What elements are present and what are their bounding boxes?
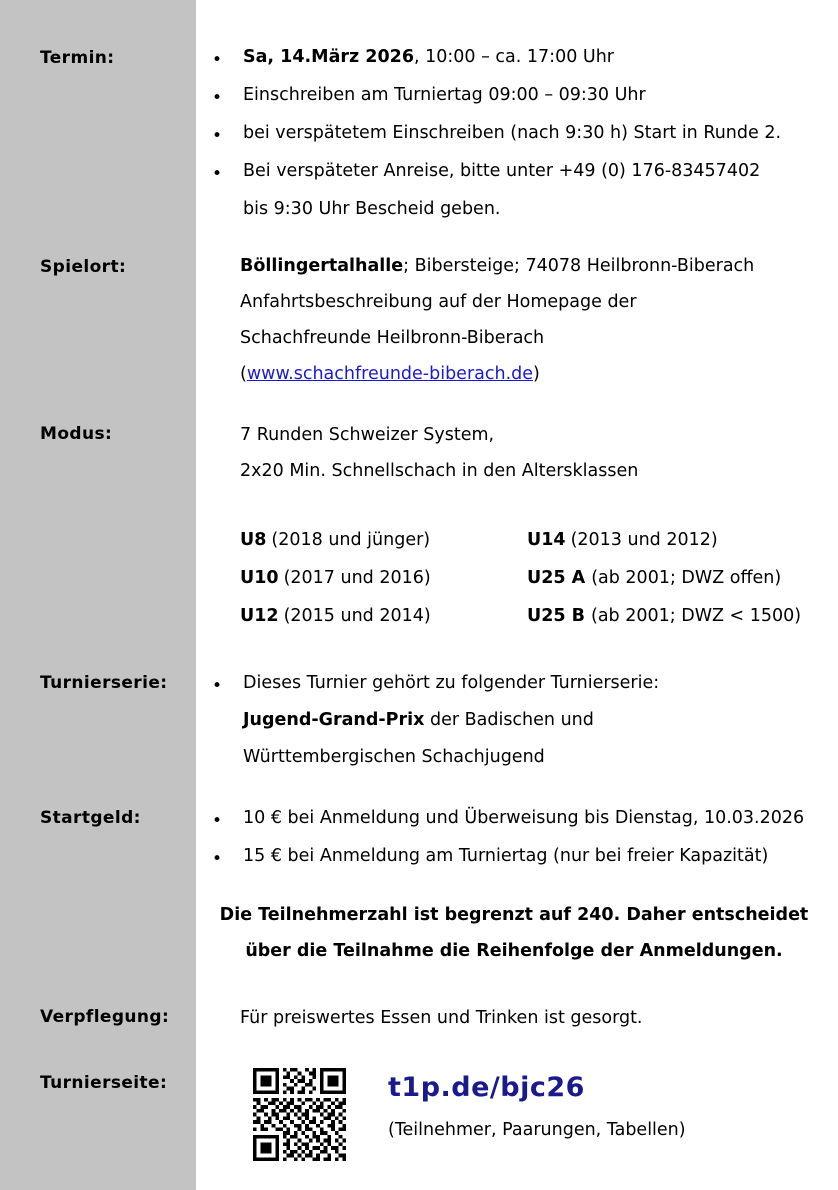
age-class-left-2 <box>240 606 431 626</box>
series-name: Jugend-Grand-Prix <box>243 710 425 730</box>
spielort-address: ; Bibersteige; 74078 Heilbronn-Biberach <box>403 256 755 276</box>
bullet-startgeld-2: • <box>212 849 223 869</box>
turnierserie-line-1: Dieses Turnier gehört zu folgender Turnierserie: <box>243 673 660 693</box>
modus-line-2: 2x20 Min. Schnellschach in den Altersklassen <box>240 461 639 481</box>
termin-date-bold: Sa, 14.März 2026 <box>243 47 414 67</box>
termin-line-5: bis 9:30 Uhr Bescheid geben. <box>243 199 501 219</box>
termin-line-1 <box>243 47 614 67</box>
spielort-venue: Böllingertalhalle <box>240 256 404 276</box>
content-column <box>196 0 838 1190</box>
bullet-turnierserie: • <box>212 676 223 696</box>
age-class-detail: (2018 und jünger) <box>271 530 431 550</box>
bullet-termin-2: • <box>212 88 223 108</box>
age-class-code: U10 <box>240 568 279 588</box>
age-class-detail: (2017 und 2016) <box>283 568 431 588</box>
label-startgeld: Startgeld: <box>40 808 141 828</box>
age-class-left-1 <box>240 568 431 588</box>
tournament-page-url[interactable]: t1p.de/bjc26 <box>388 1072 585 1103</box>
label-spielort: Spielort: <box>40 257 127 277</box>
age-class-detail: (ab 2001; DWZ < 1500) <box>591 606 802 626</box>
spielort-url-line <box>240 364 540 384</box>
bullet-startgeld-1: • <box>212 811 223 831</box>
age-class-code: U25 B <box>527 606 585 626</box>
age-class-detail: (2015 und 2014) <box>283 606 431 626</box>
paren-open: ( <box>240 364 247 384</box>
label-turnierserie: Turnierserie: <box>40 673 168 693</box>
participant-limit-notice-line-2: über die Teilnahme die Reihenfolge der Anmeldungen. <box>245 941 783 961</box>
age-class-right-0 <box>527 530 718 550</box>
label-turnierseite: Turnierseite: <box>40 1073 168 1093</box>
termin-line-2: Einschreiben am Turniertag 09:00 – 09:30 Uhr <box>243 85 646 105</box>
age-class-code: U14 <box>527 530 566 550</box>
spielort-line-3: Schachfreunde Heilbronn-Biberach <box>240 328 545 348</box>
bullet-termin-4: • <box>212 164 223 184</box>
qr-code[interactable] <box>253 1068 346 1161</box>
spielort-line-2: Anfahrtsbeschreibung auf der Homepage der <box>240 292 637 312</box>
age-class-code: U8 <box>240 530 267 550</box>
age-class-detail: (ab 2001; DWZ offen) <box>591 568 782 588</box>
tournament-page-caption: (Teilnehmer, Paarungen, Tabellen) <box>388 1120 686 1140</box>
age-class-left-0 <box>240 530 430 550</box>
age-class-code: U12 <box>240 606 279 626</box>
termin-time-rest: , 10:00 – ca. 17:00 Uhr <box>414 47 614 67</box>
paren-close: ) <box>533 364 540 384</box>
label-verpflegung: Verpflegung: <box>40 1007 170 1027</box>
turnierserie-line-2 <box>243 710 594 730</box>
verpflegung-line-1: Für preiswertes Essen und Trinken ist gesorgt. <box>240 1008 643 1028</box>
startgeld-line-2: 15 € bei Anmeldung am Turniertag (nur bei freier Kapazität) <box>243 846 769 866</box>
label-modus: Modus: <box>40 424 113 444</box>
label-termin: Termin: <box>40 48 115 68</box>
spielort-website-link[interactable]: www.schachfreunde-biberach.de <box>246 364 534 384</box>
participant-limit-notice-line-1: Die Teilnehmerzahl ist begrenzt auf 240. Daher entscheidet <box>219 905 809 925</box>
spielort-line-1 <box>240 256 754 276</box>
termin-line-4: Bei verspäteter Anreise, bitte unter +49 (0) 176-83457402 <box>243 161 761 181</box>
bullet-termin-3: • <box>212 126 223 146</box>
age-class-right-2 <box>527 606 801 626</box>
series-rest: der Badischen und <box>424 710 594 730</box>
modus-line-1: 7 Runden Schweizer System, <box>240 425 495 445</box>
age-class-code: U25 A <box>527 568 586 588</box>
age-class-right-1 <box>527 568 781 588</box>
bullet-termin-1: • <box>212 50 223 70</box>
termin-line-3: bei verspätetem Einschreiben (nach 9:30 h) Start in Runde 2. <box>243 123 782 143</box>
turnierserie-line-3: Württembergischen Schachjugend <box>243 747 545 767</box>
startgeld-line-1: 10 € bei Anmeldung und Überweisung bis Dienstag, 10.03.2026 <box>243 808 805 828</box>
age-class-detail: (2013 und 2012) <box>570 530 718 550</box>
